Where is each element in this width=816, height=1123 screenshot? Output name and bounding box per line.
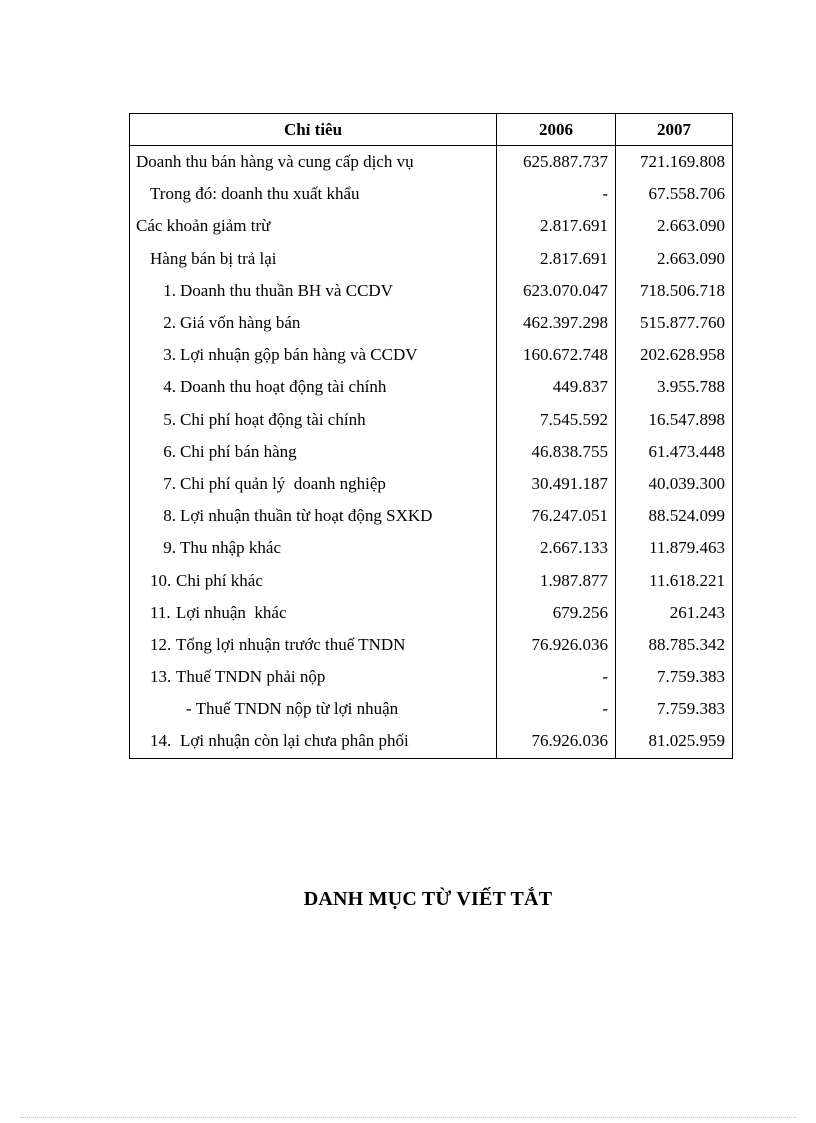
table-row [130,275,733,307]
row-cell [130,629,497,661]
value-2007: 67.558.706 [616,178,733,210]
table-row [130,307,733,339]
value-2006: 46.838.755 [497,436,616,468]
value-2006: 462.397.298 [497,307,616,339]
table-row [130,564,733,596]
row-label: Tổng lợi nhuận trước thuế TNDN [176,634,406,654]
value-2007: 11.879.463 [616,532,733,564]
value-2006: 76.926.036 [497,629,616,661]
row-cell [130,436,497,468]
income-statement-table [129,113,733,759]
table-row [130,371,733,403]
header-indicator: Chỉ tiêu [130,114,497,146]
table-row [130,436,733,468]
value-2007: 61.473.448 [616,436,733,468]
row-label: Thu nhập khác [180,538,282,558]
row-label: Chi phí khác [176,570,263,590]
row-label: Thuế TNDN phải nộp [176,667,326,687]
row-number: 7. [163,473,176,493]
value-2007: 7.759.383 [616,693,733,725]
row-cell [130,597,497,629]
value-2007: 718.506.718 [616,275,733,307]
table-row [130,468,733,500]
row-label: Doanh thu hoạt động tài chính [180,377,387,397]
row-number: 10. [150,570,172,590]
value-2006: - [497,693,616,725]
table-row [130,661,733,693]
row-number: 6. [163,441,176,461]
abbreviations-heading: DANH MỤC TỪ VIẾT TẮT [303,888,553,910]
value-2006: 449.837 [497,371,616,403]
value-2007: 7.759.383 [616,661,733,693]
table-row [130,243,733,275]
row-number: 14. [150,731,172,751]
table-row [130,178,733,210]
row-label: Chi phí quản lý doanh nghiệp [180,473,386,493]
row-number: 4. [163,377,176,397]
row-label: Các khoản giảm trừ [130,210,497,242]
row-number: 8. [163,506,176,526]
value-2006: 160.672.748 [497,339,616,371]
value-2006: 679.256 [497,597,616,629]
row-number: 9. [163,538,176,558]
table-row [130,210,733,242]
value-2007: 88.524.099 [616,500,733,532]
value-2006: 623.070.047 [497,275,616,307]
row-label: Chi phí bán hàng [180,441,297,461]
row-label: Lợi nhuận gộp bán hàng và CCDV [180,345,418,365]
value-2007: 40.039.300 [616,468,733,500]
value-2006: 76.926.036 [497,725,616,758]
row-cell [130,532,497,564]
value-2006: 76.247.051 [497,500,616,532]
table-row [130,146,733,179]
row-number: 3. [163,345,176,365]
row-label: Giá vốn hàng bán [180,313,301,333]
table-row [130,404,733,436]
value-2007: 721.169.808 [616,146,733,179]
row-cell [130,564,497,596]
header-year-2006: 2006 [497,114,616,146]
row-label: Lợi nhuận còn lại chưa phân phối [180,731,409,751]
value-2006: 2.667.133 [497,532,616,564]
value-2007: 11.618.221 [616,564,733,596]
value-2007: 515.877.760 [616,307,733,339]
value-2006: 2.817.691 [497,210,616,242]
row-cell [130,661,497,693]
value-2006: - [497,661,616,693]
table-row [130,629,733,661]
value-2007: 88.785.342 [616,629,733,661]
value-2006: 2.817.691 [497,243,616,275]
row-cell [130,339,497,371]
value-2007: 2.663.090 [616,210,733,242]
table-row [130,532,733,564]
row-label: Doanh thu bán hàng và cung cấp dịch vụ [130,146,497,179]
row-label: Hàng bán bị trả lại [130,243,497,275]
value-2007: 81.025.959 [616,725,733,758]
value-2006: 625.887.737 [497,146,616,179]
page-bottom-rule [20,1117,796,1118]
table-row [130,500,733,532]
table-header-row [130,114,733,146]
row-label: - Thuế TNDN nộp từ lợi nhuận [130,693,497,725]
value-2006: 7.545.592 [497,404,616,436]
row-number: 11. [150,602,171,622]
row-label: Doanh thu thuần BH và CCDV [180,280,393,300]
value-2007: 202.628.958 [616,339,733,371]
value-2006: - [497,178,616,210]
value-2007: 3.955.788 [616,371,733,403]
row-number: 12. [150,634,172,654]
row-cell [130,468,497,500]
row-label: Trong đó: doanh thu xuất khẩu [130,178,497,210]
row-number: 2. [163,313,176,333]
value-2007: 16.547.898 [616,404,733,436]
header-year-2007: 2007 [616,114,733,146]
row-label: Lợi nhuận khác [176,602,287,622]
table-row [130,339,733,371]
value-2007: 261.243 [616,597,733,629]
row-number: 13. [150,667,172,687]
row-number: 1. [163,280,176,300]
table-row [130,597,733,629]
row-number: 5. [163,409,176,429]
table-row [130,725,733,758]
row-cell [130,371,497,403]
row-cell [130,725,497,758]
value-2006: 30.491.187 [497,468,616,500]
row-cell [130,500,497,532]
value-2007: 2.663.090 [616,243,733,275]
row-label: Chi phí hoạt động tài chính [180,409,366,429]
table-row [130,693,733,725]
value-2006: 1.987.877 [497,564,616,596]
row-label: Lợi nhuận thuần từ hoạt động SXKD [180,506,433,526]
row-cell [130,307,497,339]
row-cell [130,404,497,436]
row-cell [130,275,497,307]
